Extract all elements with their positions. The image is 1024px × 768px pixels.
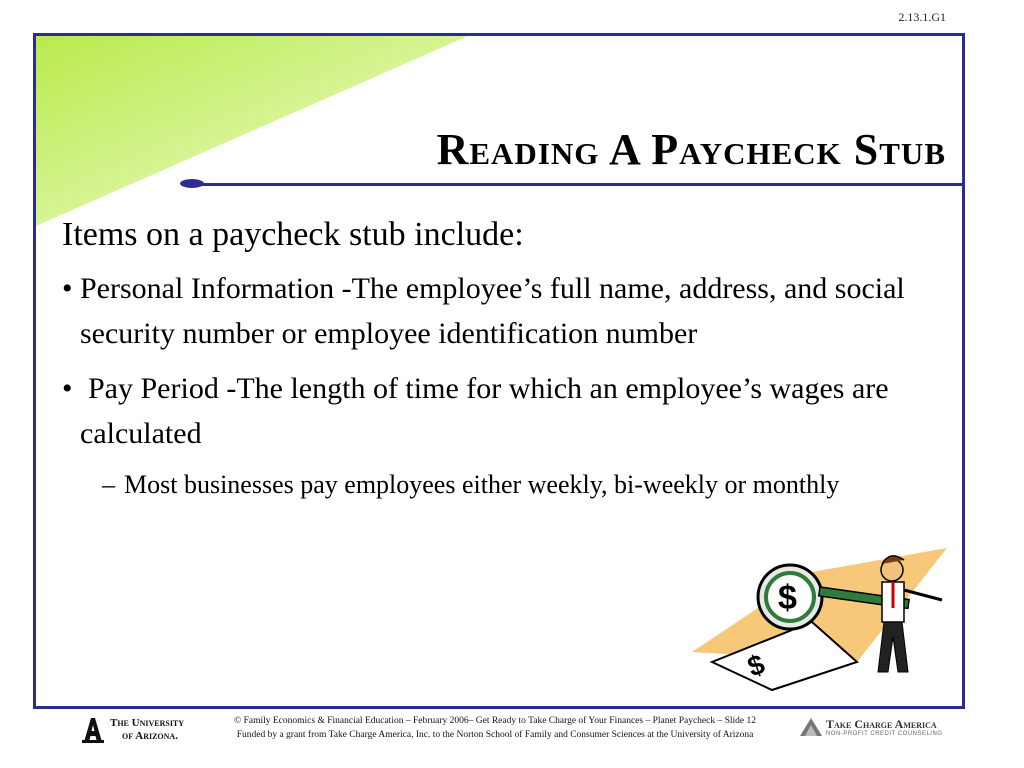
magnifying-glass-man-clipart [692, 542, 962, 692]
svg-text:$: $ [778, 579, 797, 617]
title-underline [188, 183, 965, 186]
bullet-text: The employee’s full name, address, and social security number or employee identification number [80, 272, 905, 350]
slide-title: Reading A Paycheck Stub [436, 125, 946, 174]
intro-text: Items on a paycheck stub include: [62, 216, 524, 253]
bullet-personal-information [62, 266, 942, 356]
footer [0, 712, 1024, 768]
tca-mark-icon [798, 716, 824, 738]
footer-line-1: © Family Economics & Financial Education – February 2006– Get Ready to Take Charge of Your Finances – Planet Paycheck – Slide 12 [233, 716, 756, 726]
sub-bullet-marker: – [102, 470, 115, 499]
bullet-text: -The length of time for which an employee’s wages are calculated [80, 372, 889, 450]
ua-logo-line1: The University [110, 717, 185, 729]
slide-code: 2.13.1.G1 [898, 10, 946, 24]
tca-logo-name: Take Charge America [826, 716, 937, 731]
ua-logo-line2: of Arizona. [122, 730, 178, 742]
take-charge-america-logo [798, 716, 942, 738]
dollar-sign-icon: $ [743, 648, 769, 683]
sub-bullet-text: Most businesses pay employees either weekly, bi-weekly or monthly [124, 470, 840, 499]
bullet-marker: • [62, 272, 73, 305]
title-underline-dot [180, 179, 204, 188]
university-of-arizona-logo [80, 716, 184, 744]
bullet-term: Pay Period [88, 372, 219, 405]
bullet-pay-period [62, 366, 942, 456]
bullet-marker: • [62, 372, 73, 405]
footer-credits [190, 714, 800, 742]
footer-line-2: Funded by a grant from Take Charge America, Inc. to the Norton School of Family and Consumer Sciences at the University of Arizona [236, 730, 754, 740]
bullet-term: Personal Information - [80, 272, 352, 305]
tca-logo-tagline: NON-PROFIT CREDIT COUNSELING [826, 730, 943, 737]
arizona-a-icon [80, 716, 106, 744]
slide-frame [33, 33, 965, 709]
slide-body [62, 210, 942, 504]
sub-bullet-pay-frequency [102, 466, 942, 504]
